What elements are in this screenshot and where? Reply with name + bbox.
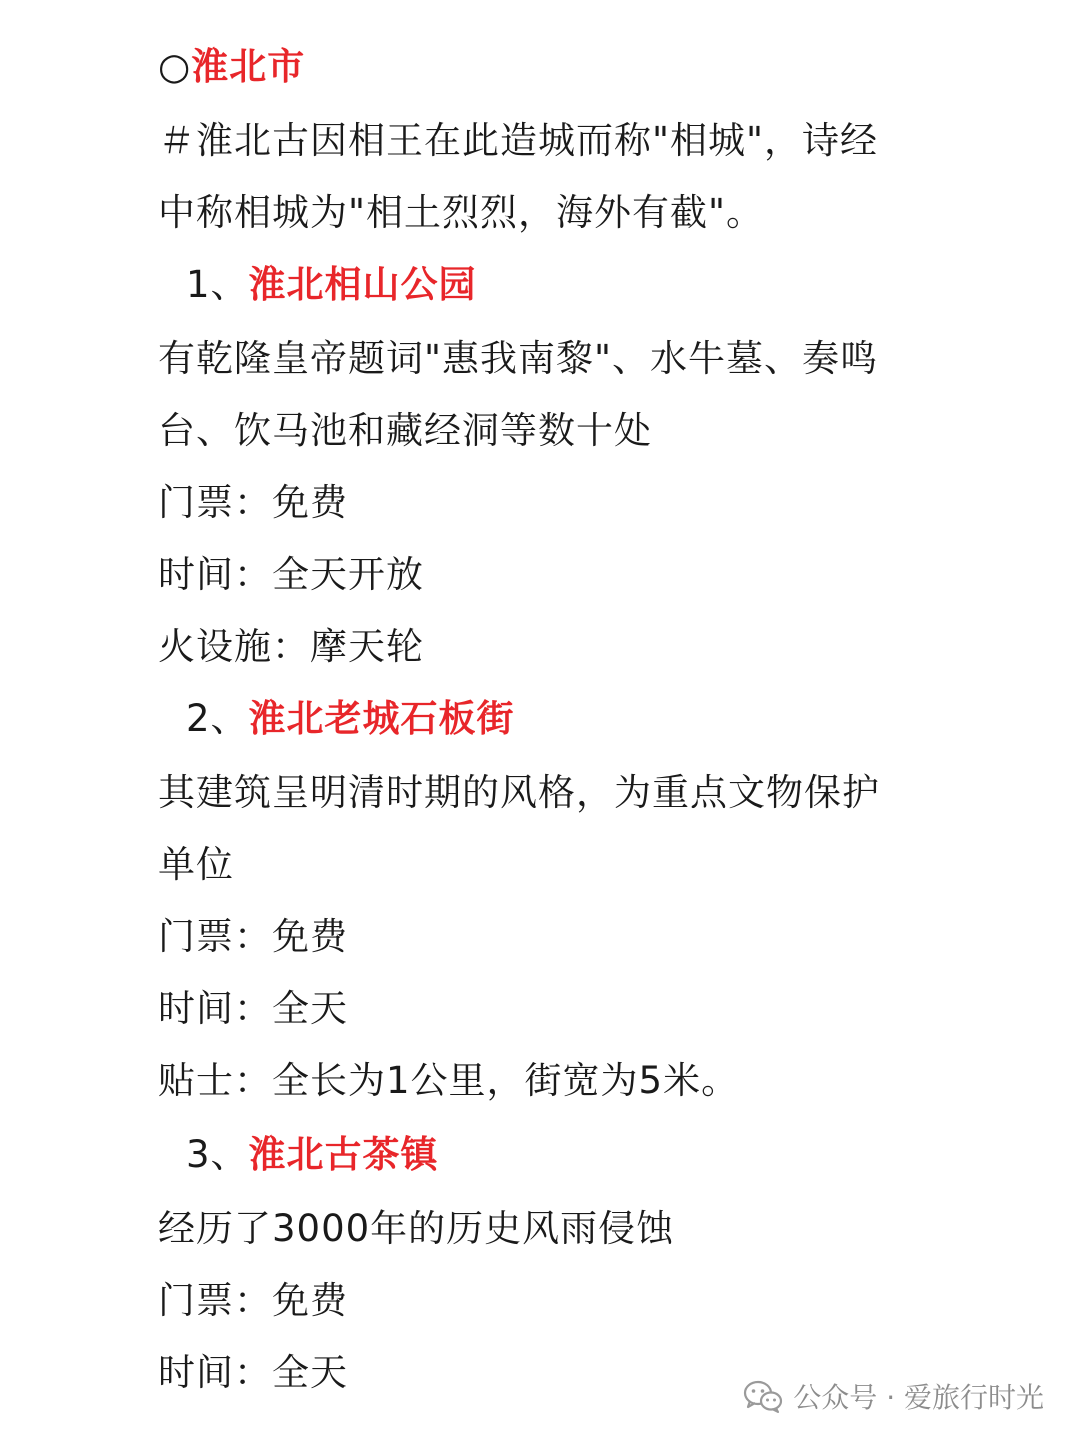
watermark-text: 公众号 · 爱旅行时光 (793, 1381, 1044, 1414)
section-3-desc-line-1: 经历了3000年的历史风雨侵蚀 (158, 1207, 675, 1250)
section-1-desc-line-1: 有乾隆皇帝题词"惠我南黎"、水牛墓、奏鸣 (158, 337, 879, 380)
section-1-index: 1、 (186, 263, 249, 306)
section-3-index: 3、 (186, 1133, 249, 1176)
city-intro-line-1: ＃淮北古因相王在此造城而称"相城"，诗经 (158, 119, 879, 162)
section-2-index: 2、 (186, 697, 249, 740)
section-1-desc-line-2: 台、饮马池和藏经洞等数十处 (158, 409, 652, 452)
city-heading (158, 44, 305, 90)
section-3-title: 淮北古茶镇 (248, 1133, 439, 1176)
city-intro-line-2: 中称相城为"相土烈烈，海外有截"。 (158, 191, 765, 234)
section-2-heading (186, 696, 515, 742)
section-2-desc-line-2: 单位 (158, 843, 234, 886)
circle-marker: ○ (158, 45, 192, 88)
watermark (743, 1376, 1044, 1416)
section-2-ticket: 门票：免费 (158, 915, 348, 958)
section-1-time: 时间：全天开放 (158, 553, 424, 596)
section-1-heading (186, 262, 477, 308)
section-2-extra: 贴士：全长为1公里，街宽为5米。 (158, 1059, 740, 1102)
section-2-time: 时间：全天 (158, 987, 348, 1030)
section-1-extra: 火设施：摩天轮 (158, 625, 424, 668)
wechat-icon (743, 1379, 783, 1413)
section-2-desc-line-1: 其建筑呈明清时期的风格，为重点文物保护 (158, 771, 880, 814)
section-1-title: 淮北相山公园 (248, 263, 477, 306)
section-3-ticket: 门票：免费 (158, 1279, 348, 1322)
section-3-heading (186, 1132, 439, 1178)
section-1-ticket: 门票：免费 (158, 481, 348, 524)
section-2-title: 淮北老城石板街 (248, 697, 515, 740)
city-name: 淮北市 (191, 45, 306, 88)
section-3-time: 时间：全天 (158, 1351, 348, 1394)
